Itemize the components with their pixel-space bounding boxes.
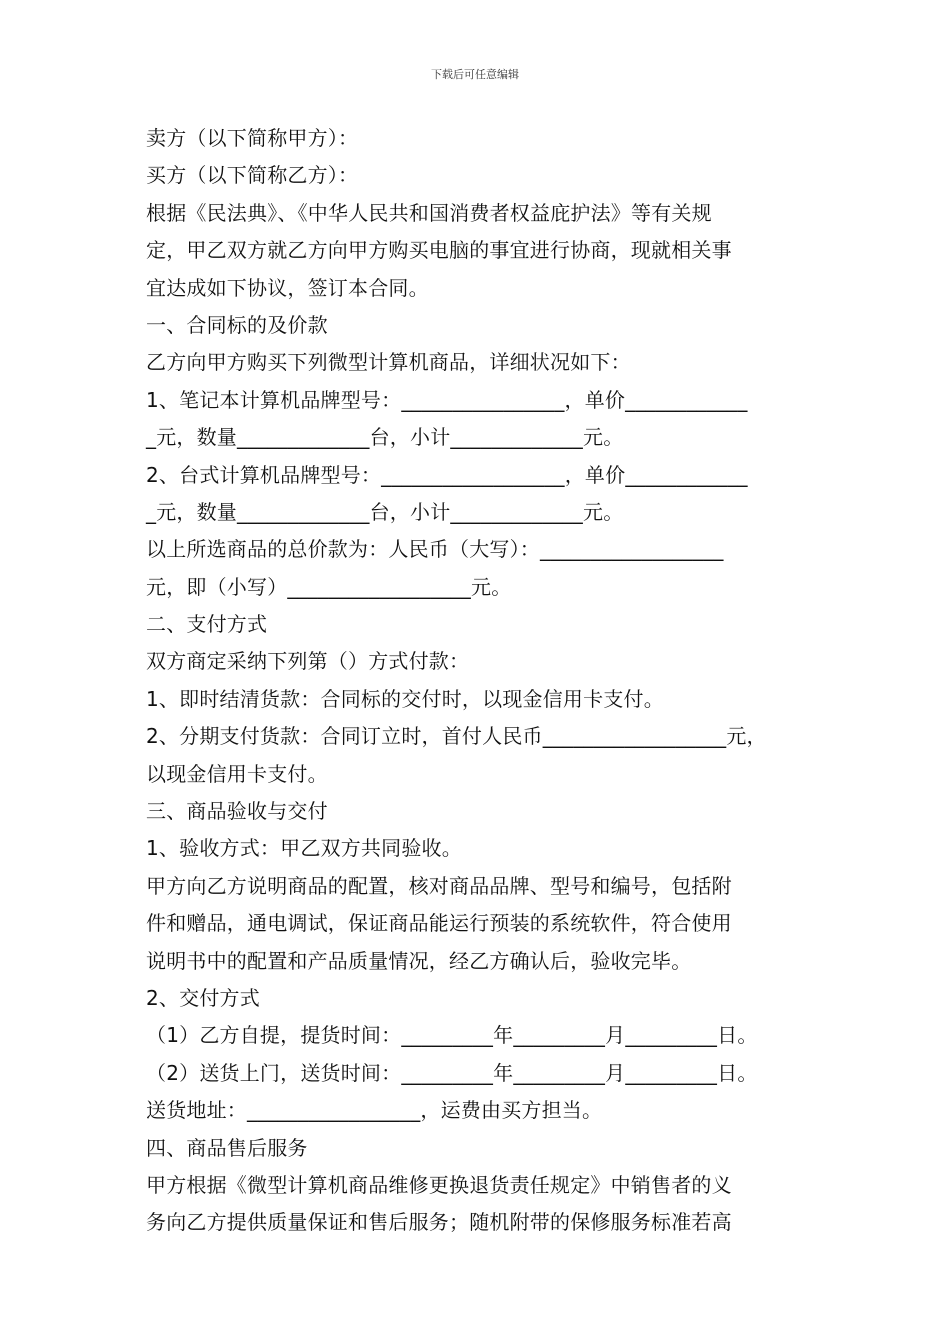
delivery-address-line: 送货地址：_________________，运费由买方担当。 [146,1098,603,1123]
payment-option-line: 以现金信用卡支付。 [146,761,328,786]
paragraph-line: 1、验收方式：甲乙双方共同验收。 [146,836,462,861]
total-price-line: 以上所选商品的总价款为：人民币（大写）：__________________ [146,537,724,562]
preamble-line: 根据《民法典》、《中华人民共和国消费者权益庇护法》等有关规 [146,200,712,225]
laptop-line: 1、笔记本计算机品牌型号：________________，单价____________ [146,387,748,412]
preamble-line: 宜达成如下协议，签订本合同。 [146,275,429,300]
header-note: 下载后可任意编辑 [431,68,519,81]
section-heading: 一、合同标的及价款 [146,312,328,337]
section-heading: 二、支付方式 [146,612,268,637]
laptop-line: _元，数量_____________台，小计_____________元。 [146,425,624,450]
delivery-option-line: （1）乙方自提，提货时间：_________年_________月_________日。 [146,1023,758,1048]
paragraph-line: 甲方向乙方说明商品的配置，核对商品品牌、型号和编号，包括附 [146,873,732,898]
section-heading: 四、商品售后服务 [146,1135,308,1160]
preamble-line: 定，甲乙双方就乙方向甲方购买电脑的事宜进行协商，现就相关事 [146,238,732,263]
payment-option-line: 1、即时结清货款：合同标的交付时，以现金信用卡支付。 [146,686,664,711]
section-heading: 三、商品验收与交付 [146,799,328,824]
delivery-option-line: （2）送货上门，送货时间：_________年_________月_________日。 [146,1060,758,1085]
payment-option-line: 2、分期支付货款：合同订立时，首付人民币__________________元， [146,724,767,749]
desktop-line: _元，数量_____________台，小计_____________元。 [146,499,624,524]
desktop-line: 2、台式计算机品牌型号：__________________，单价____________ [146,462,748,487]
paragraph-line: 甲方根据《微型计算机商品维修更换退货责任规定》中销售者的义 [146,1172,732,1197]
paragraph-line: 件和赠品，通电调试，保证商品能运行预装的系统软件，符合使用 [146,911,732,936]
buyer-line: 买方（以下简称乙方）： [146,163,359,188]
seller-line: 卖方（以下简称甲方）： [146,126,359,150]
paragraph-line: 务向乙方提供质量保证和售后服务；随机附带的保修服务标准若高 [146,1210,732,1235]
document-body [146,120,818,1242]
paragraph-line: 2、交付方式 [146,985,260,1010]
paragraph-line: 乙方向甲方购买下列微型计算机商品，详细状况如下： [146,350,631,375]
total-price-line: 元，即（小写）__________________元。 [146,574,512,599]
paragraph-line: 说明书中的配置和产品质量情况，经乙方确认后，验收完毕。 [146,948,692,973]
paragraph-line: 双方商定采纳下列第（）方式付款： [146,649,470,674]
